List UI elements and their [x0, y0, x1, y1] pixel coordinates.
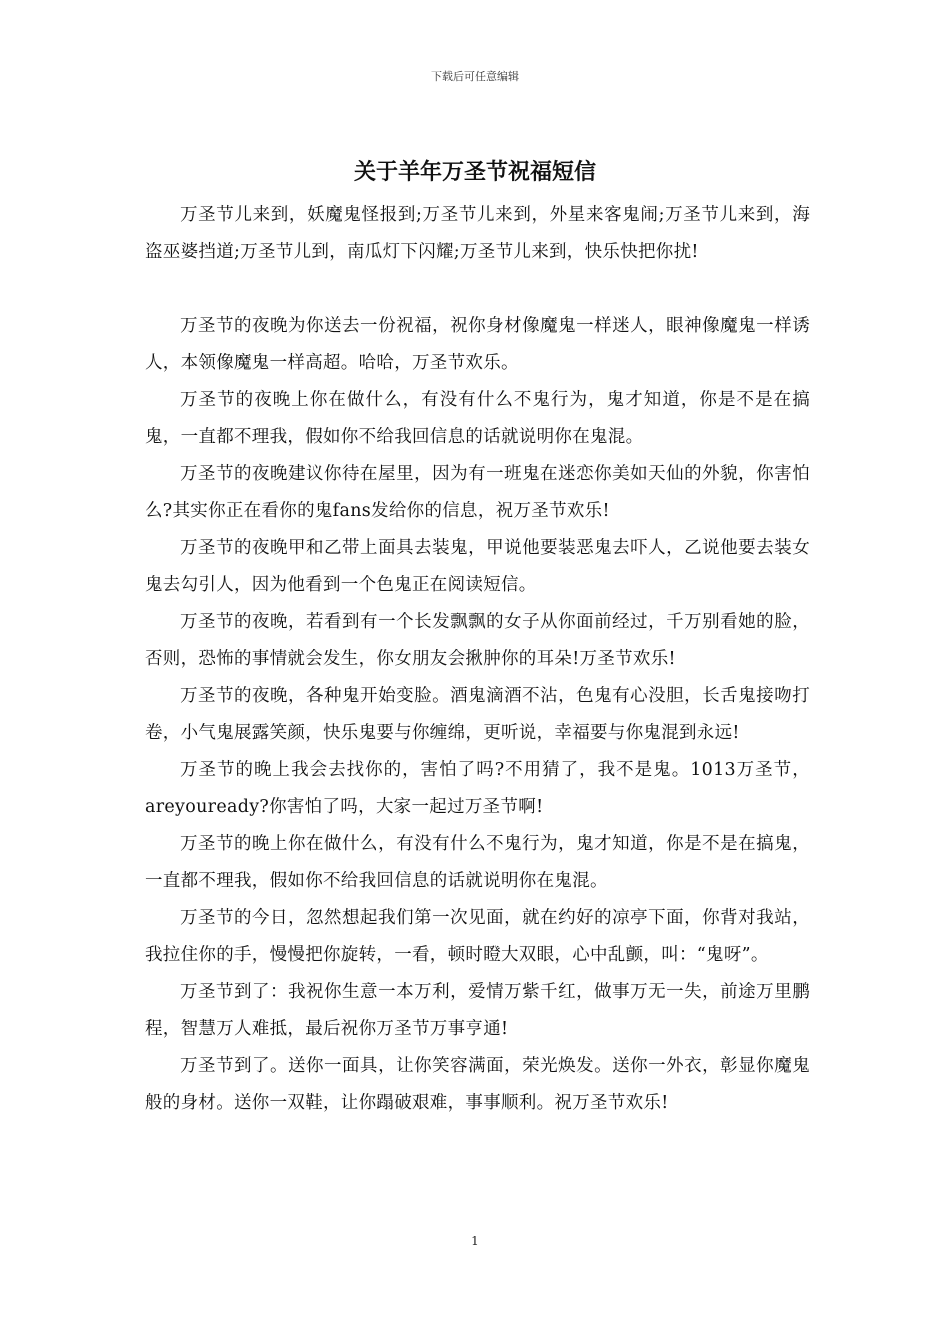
paragraph-1: 万圣节儿来到，妖魔鬼怪报到;万圣节儿来到，外星来客鬼闹;万圣节儿来到，海盗巫婆挡道;万圣节儿到，南瓜灯下闪耀;万圣节儿来到，快乐快把你扰! — [145, 205, 810, 262]
blank-line — [145, 271, 810, 308]
paragraph-6: 万圣节的夜晚，若看到有一个长发飘飘的女子从你面前经过，千万别看她的脸，否则，恐怖的事情就会发生，你女朋友会揪肿你的耳朵!万圣节欢乐! — [145, 612, 810, 669]
document-title: 关于羊年万圣节祝福短信 — [353, 160, 596, 185]
paragraph-10: 万圣节的今日，忽然想起我们第一次见面，就在约好的凉亭下面，你背对我站，我拉住你的手，慢慢把你旋转，一看，顿时瞪大双眼，心中乱颤，叫：“鬼呀”。 — [145, 908, 810, 965]
paragraph-5: 万圣节的夜晚甲和乙带上面具去装鬼，甲说他要装恶鬼去吓人，乙说他要去装女鬼去勾引人，因为他看到一个色鬼正在阅读短信。 — [145, 538, 810, 595]
paragraph-11: 万圣节到了：我祝你生意一本万利，爱情万紫千红，做事万无一失，前途万里鹏程，智慧万人难抵，最后祝你万圣节万事亨通! — [145, 982, 810, 1039]
paragraph-7: 万圣节的夜晚，各种鬼开始变脸。酒鬼滴酒不沾，色鬼有心没胆，长舌鬼接吻打卷，小气鬼展露笑颜，快乐鬼要与你缠绵，更听说，幸福要与你鬼混到永远! — [145, 686, 810, 743]
document-body — [145, 197, 810, 1122]
paragraph-9: 万圣节的晚上你在做什么，有没有什么不鬼行为，鬼才知道，你是不是在搞鬼，一直都不理我，假如你不给我回信息的话就说明你在鬼混。 — [145, 834, 810, 891]
paragraph-3: 万圣节的夜晚上你在做什么，有没有什么不鬼行为，鬼才知道，你是不是在搞鬼，一直都不理我，假如你不给我回信息的话就说明你在鬼混。 — [145, 390, 810, 447]
paragraph-8: 万圣节的晚上我会去找你的，害怕了吗?不用猜了，我不是鬼。1013万圣节，areyouready?你害怕了吗，大家一起过万圣节啊! — [145, 760, 810, 817]
paragraph-4: 万圣节的夜晚建议你待在屋里，因为有一班鬼在迷恋你美如天仙的外貌，你害怕么?其实你正在看你的鬼fans发给你的信息，祝万圣节欢乐! — [145, 464, 810, 521]
paragraph-2: 万圣节的夜晚为你送去一份祝福，祝你身材像魔鬼一样迷人，眼神像魔鬼一样诱人，本领像魔鬼一样高超。哈哈，万圣节欢乐。 — [145, 316, 810, 373]
paragraph-12: 万圣节到了。送你一面具，让你笑容满面，荣光焕发。送你一外衣，彰显你魔鬼般的身材。送你一双鞋，让你蹋破艰难，事事顺利。祝万圣节欢乐! — [145, 1056, 810, 1113]
page-number: 1 — [471, 1234, 479, 1248]
header-note: 下载后可任意编辑 — [431, 70, 519, 83]
